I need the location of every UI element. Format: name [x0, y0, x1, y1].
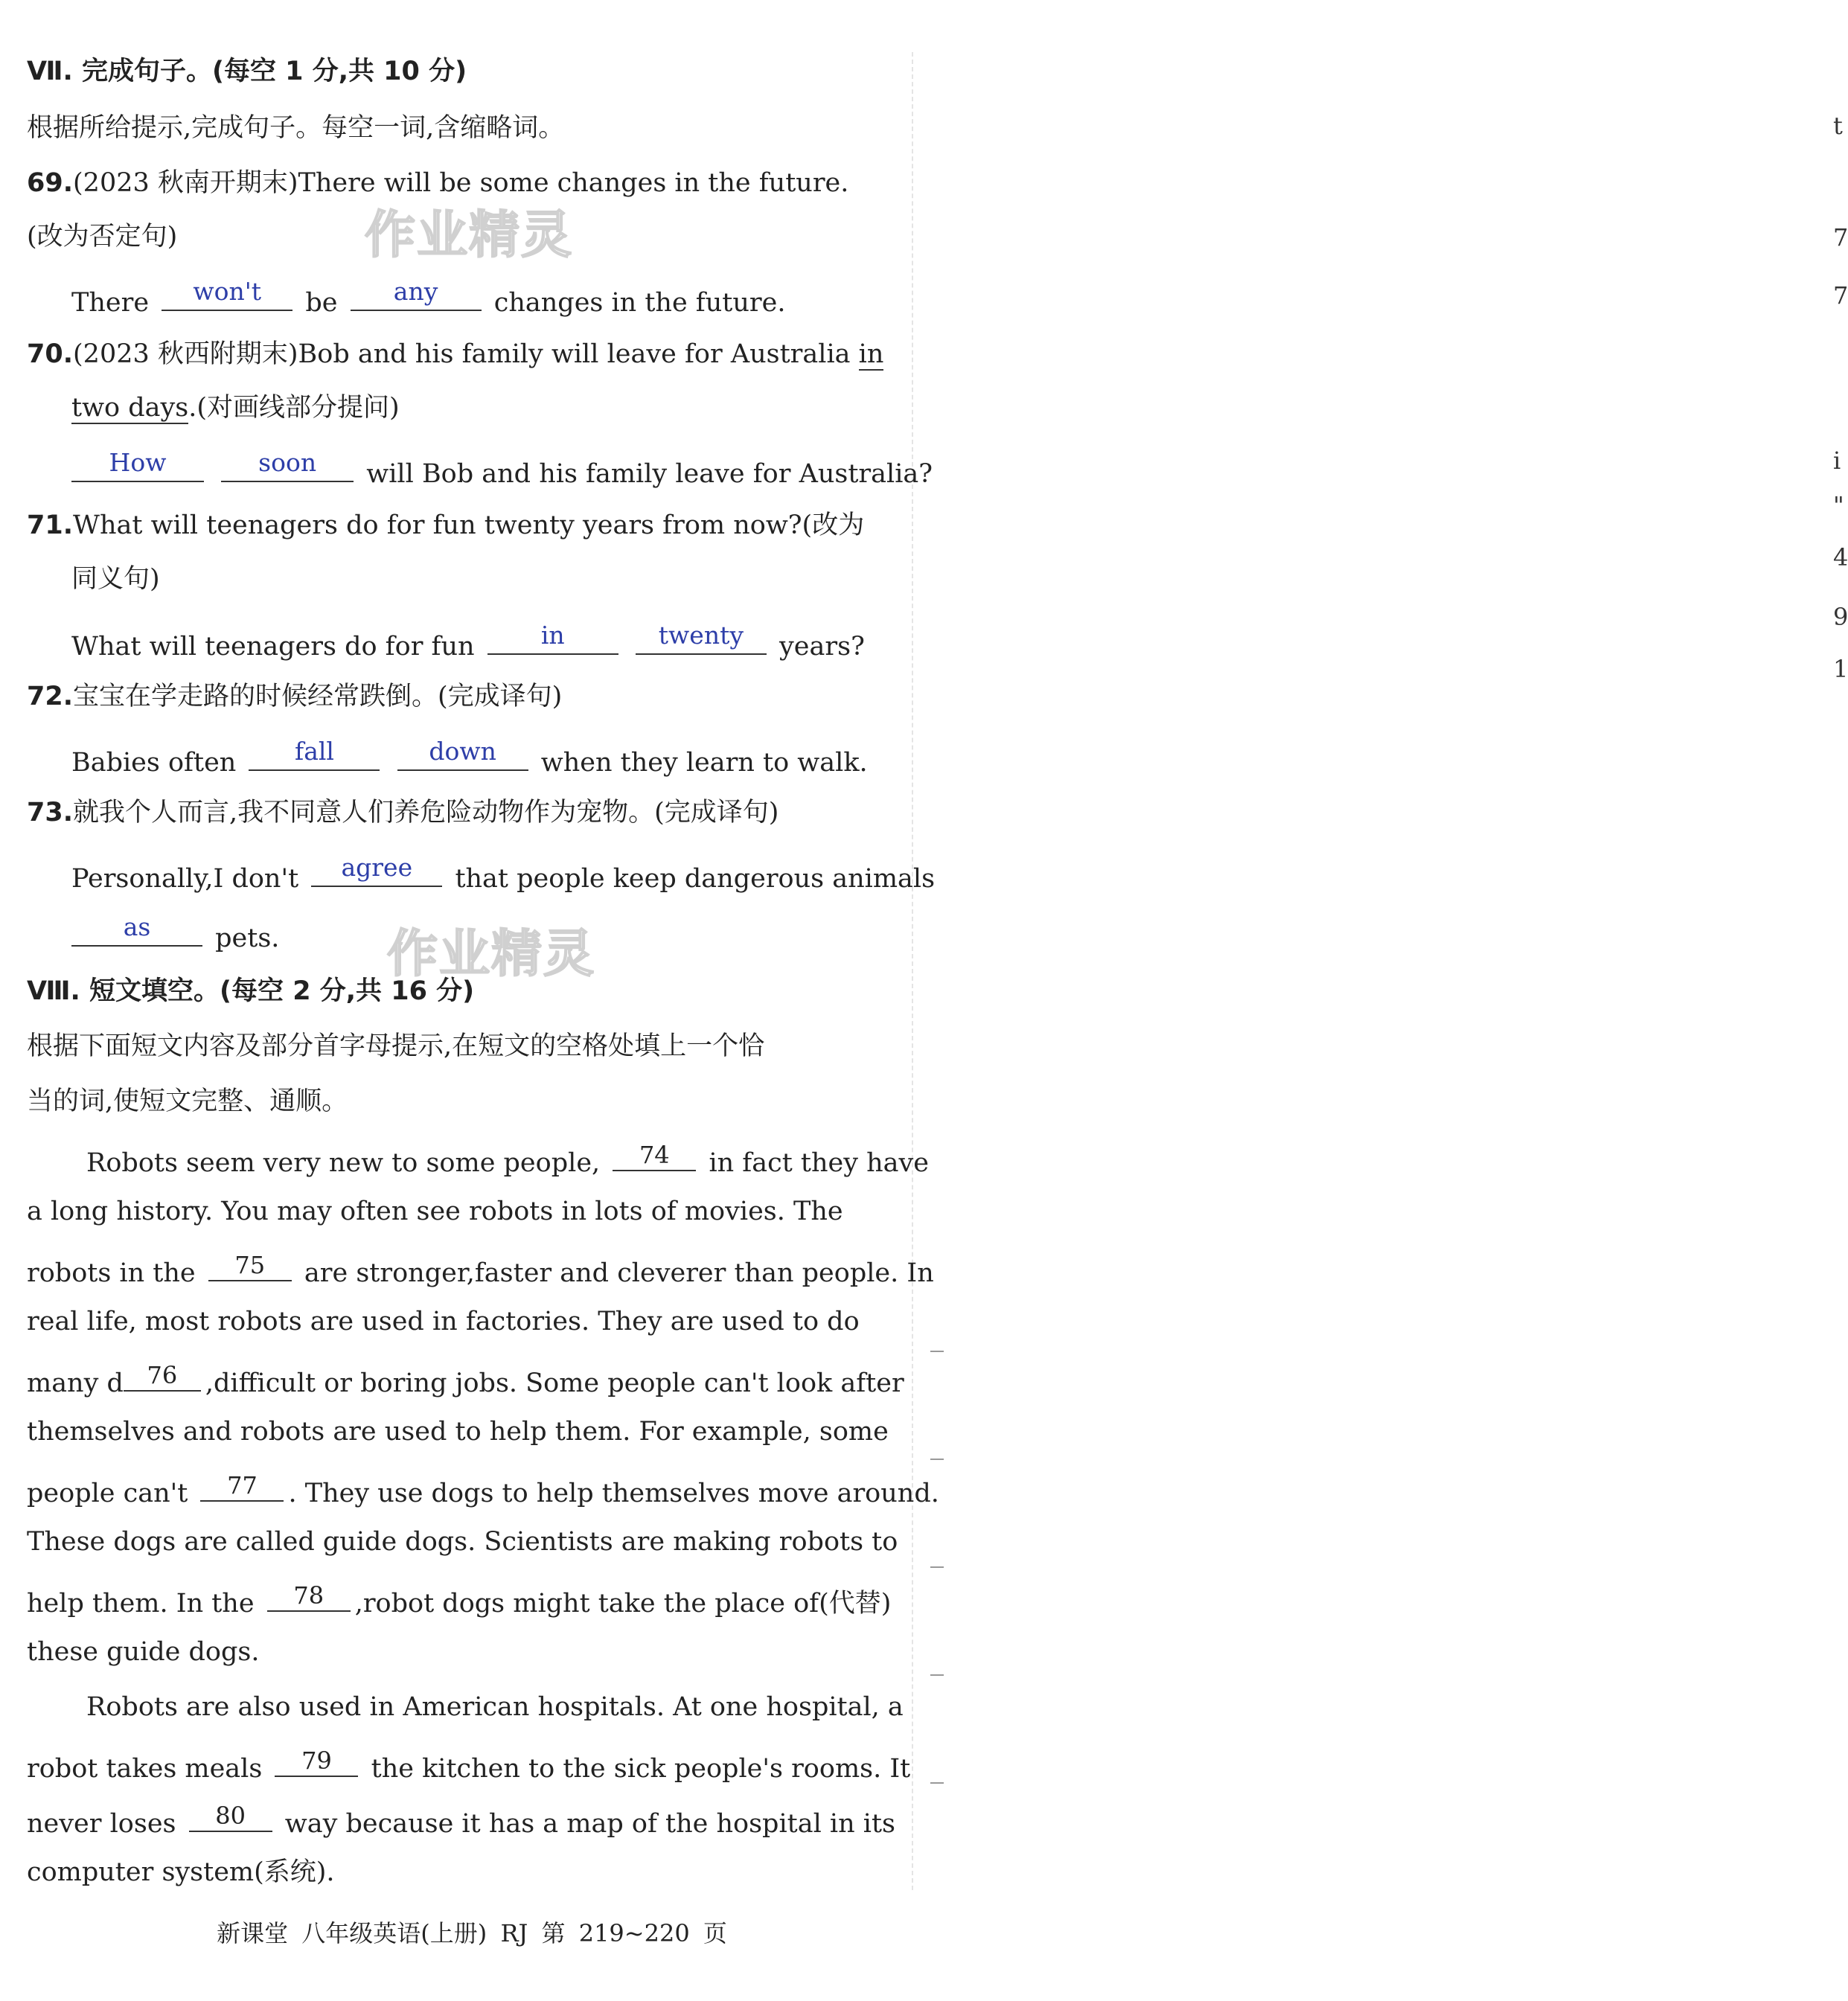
edge-char: t: [1833, 112, 1843, 140]
q73-number: 73.: [27, 798, 74, 827]
passage-line: [86, 1140, 929, 1179]
q73-answer-2: as: [123, 912, 151, 941]
blank-75-number: 75: [234, 1251, 266, 1279]
edge-char: 1: [1833, 655, 1848, 683]
q70-answer-1: How: [109, 448, 167, 477]
q71-answer-2: twenty: [658, 621, 744, 650]
q71-blank-1[interactable]: [487, 621, 618, 655]
q71-number: 71.: [27, 510, 74, 540]
edge-dash: [930, 1674, 944, 1676]
q70-blank-1[interactable]: [71, 448, 204, 482]
q72-pre: Babies often: [71, 748, 237, 778]
blank-76-number: 76: [147, 1361, 178, 1389]
q73-answer-line-1: [71, 853, 936, 895]
q73-post-2: pets.: [215, 923, 280, 953]
q71-prompt: [27, 509, 864, 542]
q71-text: What will teenagers do for fun twenty years from now?(改为: [73, 510, 865, 540]
edge-dash: [930, 1566, 944, 1568]
q69-text: (2023 秋南开期末)There will be some changes in the future.: [73, 168, 849, 198]
q69-answer-line: [71, 277, 786, 319]
q70-note: .(对画线部分提问): [188, 393, 400, 423]
q72-blank-1[interactable]: [249, 737, 380, 771]
edge-char: ": [1833, 491, 1844, 519]
passage-text: . They use dogs to help themselves move around.: [288, 1479, 939, 1508]
passage-line: these guide dogs.: [27, 1637, 260, 1667]
blank-79-number: 79: [301, 1747, 332, 1775]
edge-dash: [930, 1351, 944, 1352]
passage-line: computer system(系统).: [27, 1857, 335, 1887]
q72-blank-2[interactable]: [397, 737, 528, 771]
section-8-instruction-2: 当的词,使短文完整、通顺。: [27, 1086, 348, 1116]
q69-post: changes in the future.: [493, 288, 786, 318]
q72-answer-1: fall: [294, 737, 334, 766]
passage-line: [27, 1581, 891, 1620]
q73-blank-2[interactable]: [71, 912, 202, 947]
edge-dash: [930, 1782, 944, 1784]
watermark: 作业精灵: [387, 925, 596, 984]
passage-text: ,robot dogs might take the place of(代替): [354, 1589, 892, 1619]
blank-77-number: 77: [227, 1471, 258, 1499]
passage-line: a long history. You may often see robots in lots of movies. The: [27, 1197, 843, 1226]
section-8-instruction-1: 根据下面短文内容及部分首字母提示,在短文的空格处填上一个恰: [27, 1031, 765, 1061]
q69-blank-1[interactable]: [162, 277, 292, 311]
q71-note: 同义句): [71, 564, 160, 594]
blank-74-number: 74: [639, 1141, 670, 1169]
passage-text: help them. In the: [27, 1589, 255, 1619]
passage-text: way because it has a map of the hospital in its: [284, 1809, 895, 1839]
edge-char: i: [1833, 446, 1841, 475]
q72-answer-2: down: [429, 737, 496, 766]
passage-line: [27, 1250, 934, 1290]
blank-78-number: 78: [293, 1581, 324, 1610]
passage-text: never loses: [27, 1809, 176, 1839]
q73-answer-line-2: [67, 912, 280, 955]
q71-answer-1: in: [540, 621, 565, 650]
passage-text: ,difficult or boring jobs. Some people can't look after: [205, 1368, 904, 1398]
q70-answer-2: soon: [258, 448, 317, 477]
q71-blank-2[interactable]: [636, 621, 767, 655]
passage-line: These dogs are called guide dogs. Scientists are making robots to: [27, 1527, 898, 1557]
passage-line: real life, most robots are used in factories. They are used to do: [27, 1307, 860, 1336]
q71-pre: What will teenagers do for fun: [71, 632, 475, 662]
passage-text: many d: [27, 1368, 124, 1398]
passage-line: [27, 1360, 904, 1400]
q72-text: 宝宝在学走路的时候经常跌倒。(完成译句): [73, 682, 563, 711]
q70-underlined-1: in: [858, 339, 884, 369]
section-7-title: Ⅶ. 完成句子。(每空 1 分,共 10 分): [27, 57, 467, 86]
passage-line: [27, 1801, 895, 1840]
blank-80-number: 80: [215, 1802, 246, 1830]
q70-text: (2023 秋西附期末)Bob and his family will leave for Australia: [73, 339, 851, 369]
edge-char: 4: [1833, 543, 1848, 572]
page-footer: 新课堂 八年级英语(上册) RJ 第 219~220 页: [217, 1919, 727, 1947]
passage-line: Robots are also used in American hospitals. At one hospital, a: [86, 1692, 904, 1722]
passage-text: people can't: [27, 1479, 188, 1508]
q73-blank-1[interactable]: [311, 853, 442, 887]
q73-pre: Personally,I don't: [71, 864, 299, 894]
passage-line: [27, 1470, 939, 1510]
q73-prompt: [27, 796, 778, 829]
q72-post: when they learn to walk.: [540, 748, 868, 778]
passage-text: in fact they have: [709, 1148, 930, 1178]
next-column-edge: [912, 0, 1848, 2001]
q72-prompt: [27, 680, 562, 713]
q70-prompt: [27, 338, 883, 371]
q73-answer-1: agree: [341, 853, 413, 882]
q73-text: 就我个人而言,我不同意人们养危险动物作为宠物。(完成译句): [73, 798, 779, 827]
q72-answer-line: [71, 737, 868, 779]
passage-line: [27, 1746, 910, 1785]
passage-text: are stronger,faster and cleverer than people. In: [304, 1258, 934, 1288]
q71-answer-line: [71, 621, 865, 663]
blank-75[interactable]: [208, 1250, 292, 1281]
q69-answer-2: any: [393, 277, 438, 306]
q73-post: that people keep dangerous animals: [455, 864, 936, 894]
blank-74[interactable]: [613, 1140, 696, 1171]
q69-pre: There: [71, 288, 150, 318]
edge-char: 9: [1833, 603, 1848, 631]
blank-79[interactable]: [275, 1746, 358, 1777]
q69-number: 69.: [27, 168, 74, 198]
watermark: 作业精灵: [365, 206, 574, 265]
passage-line: themselves and robots are used to help them. For example, some: [27, 1417, 889, 1447]
q70-number: 70.: [27, 339, 74, 369]
edge-dash: [930, 1459, 944, 1460]
passage-text: the kitchen to the sick people's rooms. It: [371, 1754, 911, 1784]
edge-char: 7: [1833, 223, 1848, 252]
q69-note: (改为否定句): [27, 222, 178, 252]
q71-post: years?: [779, 632, 865, 662]
q72-number: 72.: [27, 682, 74, 711]
q69-answer-1: won't: [193, 277, 262, 306]
q70-underlined-2: two days: [71, 393, 189, 423]
q69-mid: be: [305, 288, 338, 318]
edge-char: 7: [1833, 281, 1848, 310]
q70-note-line: [71, 391, 400, 424]
blank-77[interactable]: [200, 1470, 284, 1502]
section-7-instruction: 根据所给提示,完成句子。每空一词,含缩略词。: [27, 113, 565, 143]
passage-text: robot takes meals: [27, 1754, 263, 1784]
passage-text: Robots seem very new to some people,: [86, 1148, 601, 1178]
section-8-title: Ⅷ. 短文填空。(每空 2 分,共 16 分): [27, 976, 475, 1006]
q69-prompt: [27, 167, 848, 199]
passage-text: robots in the: [27, 1258, 196, 1288]
q70-post: will Bob and his family leave for Australia?: [366, 459, 933, 489]
blank-78[interactable]: [267, 1581, 351, 1612]
q70-blank-2[interactable]: [221, 448, 354, 482]
q70-answer-line: [67, 448, 933, 490]
blank-76[interactable]: [124, 1360, 201, 1392]
blank-80[interactable]: [189, 1801, 272, 1832]
q69-blank-2[interactable]: [351, 277, 482, 311]
